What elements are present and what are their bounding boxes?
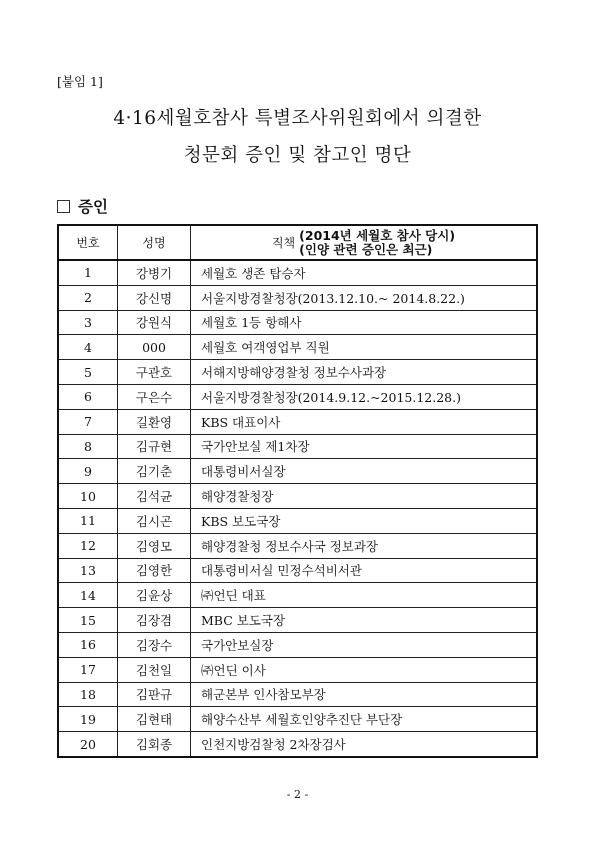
cell-number: 3 <box>58 310 118 335</box>
cell-name: 김장겸 <box>118 608 191 633</box>
cell-position: 대통령비서실 민정수석비서관 <box>191 558 538 583</box>
table-row <box>58 360 537 385</box>
table-row <box>58 459 537 484</box>
cell-number: 16 <box>58 632 118 657</box>
cell-number: 18 <box>58 682 118 707</box>
checkbox-square-icon <box>57 200 70 213</box>
cell-position: KBS 대표이사 <box>191 409 538 434</box>
cell-number: 2 <box>58 285 118 310</box>
cell-position: 해양경찰청장 <box>191 484 538 509</box>
page-number: - 2 - <box>286 788 309 801</box>
cell-number: 15 <box>58 608 118 633</box>
table-row <box>58 310 537 335</box>
cell-name: 000 <box>118 335 191 360</box>
table-row <box>58 260 537 285</box>
cell-position: 대통령비서실장 <box>191 459 538 484</box>
cell-position: 서해지방해양경찰청 정보수사과장 <box>191 360 538 385</box>
cell-name: 구은수 <box>118 384 191 409</box>
cell-position: 국가안보실장 <box>191 632 538 657</box>
cell-name: 김천일 <box>118 657 191 682</box>
witness-table <box>57 224 538 758</box>
cell-number: 10 <box>58 484 118 509</box>
cell-position: KBS 보도국장 <box>191 508 538 533</box>
cell-name: 길환영 <box>118 409 191 434</box>
cell-position: 해군본부 인사참모부장 <box>191 682 538 707</box>
table-row <box>58 682 537 707</box>
cell-name: 김시곤 <box>118 508 191 533</box>
table-row <box>58 558 537 583</box>
document-title-line-1: 4·16세월호참사 특별조사위원회에서 의결한 <box>113 108 482 129</box>
cell-position: ㈜언딘 이사 <box>191 657 538 682</box>
table-row <box>58 707 537 732</box>
cell-position: 해양수산부 세월호인양추진단 부단장 <box>191 707 538 732</box>
cell-number: 6 <box>58 384 118 409</box>
cell-name: 강원식 <box>118 310 191 335</box>
cell-number: 5 <box>58 360 118 385</box>
cell-number: 8 <box>58 434 118 459</box>
table-header-row <box>58 225 537 260</box>
header-name: 성명 <box>118 225 191 260</box>
table-row <box>58 409 537 434</box>
cell-name: 김판규 <box>118 682 191 707</box>
cell-position: 세월호 생존 탑승자 <box>191 260 538 285</box>
cell-position: 서울지방경찰청장(2013.12.10.~ 2014.8.22.) <box>191 285 538 310</box>
table-row <box>58 732 537 757</box>
table-row <box>58 335 537 360</box>
table-row <box>58 608 537 633</box>
cell-name: 김영한 <box>118 558 191 583</box>
cell-name: 강신명 <box>118 285 191 310</box>
cell-position: ㈜언딘 대표 <box>191 583 538 608</box>
cell-position: 서울지방경찰청장(2014.9.12.~2015.12.28.) <box>191 384 538 409</box>
cell-number: 7 <box>58 409 118 434</box>
cell-name: 김회종 <box>118 732 191 757</box>
cell-number: 17 <box>58 657 118 682</box>
section-title: 증인 <box>78 198 108 216</box>
cell-number: 9 <box>58 459 118 484</box>
header-position-note-2: (인양 관련 증인은 최근) <box>299 241 433 257</box>
cell-number: 19 <box>58 707 118 732</box>
cell-position: 인천지방검찰청 2차장검사 <box>191 732 538 757</box>
cell-name: 김장수 <box>118 632 191 657</box>
cell-position: 국가안보실 제1차장 <box>191 434 538 459</box>
table-row <box>58 533 537 558</box>
table-row <box>58 285 537 310</box>
cell-name: 김규현 <box>118 434 191 459</box>
cell-name: 김윤상 <box>118 583 191 608</box>
cell-number: 4 <box>58 335 118 360</box>
cell-number: 1 <box>58 260 118 285</box>
cell-name: 김석균 <box>118 484 191 509</box>
cell-number: 14 <box>58 583 118 608</box>
cell-name: 김기춘 <box>118 459 191 484</box>
cell-position: 세월호 여객영업부 직원 <box>191 335 538 360</box>
section-heading <box>57 195 108 217</box>
header-position-label: 직책 <box>271 236 296 250</box>
cell-number: 13 <box>58 558 118 583</box>
cell-position: 해양경찰청 정보수사국 정보과장 <box>191 533 538 558</box>
table-row <box>58 632 537 657</box>
cell-name: 김영모 <box>118 533 191 558</box>
table-row <box>58 384 537 409</box>
header-position-note-1: (2014년 세월호 참사 당시) <box>299 227 456 243</box>
header-position <box>191 225 538 260</box>
cell-number: 20 <box>58 732 118 757</box>
cell-name: 구관호 <box>118 360 191 385</box>
cell-number: 11 <box>58 508 118 533</box>
cell-name: 김현태 <box>118 707 191 732</box>
document-title-line-2: 청문회 증인 및 참고인 명단 <box>183 145 412 166</box>
table-row <box>58 657 537 682</box>
table-row <box>58 434 537 459</box>
header-number: 번호 <box>58 225 118 260</box>
cell-position: 세월호 1등 항해사 <box>191 310 538 335</box>
table-row <box>58 508 537 533</box>
table-row <box>58 583 537 608</box>
cell-number: 12 <box>58 533 118 558</box>
table-row <box>58 484 537 509</box>
attachment-label: [붙임 1] <box>57 74 103 89</box>
cell-position: MBC 보도국장 <box>191 608 538 633</box>
cell-name: 강병기 <box>118 260 191 285</box>
